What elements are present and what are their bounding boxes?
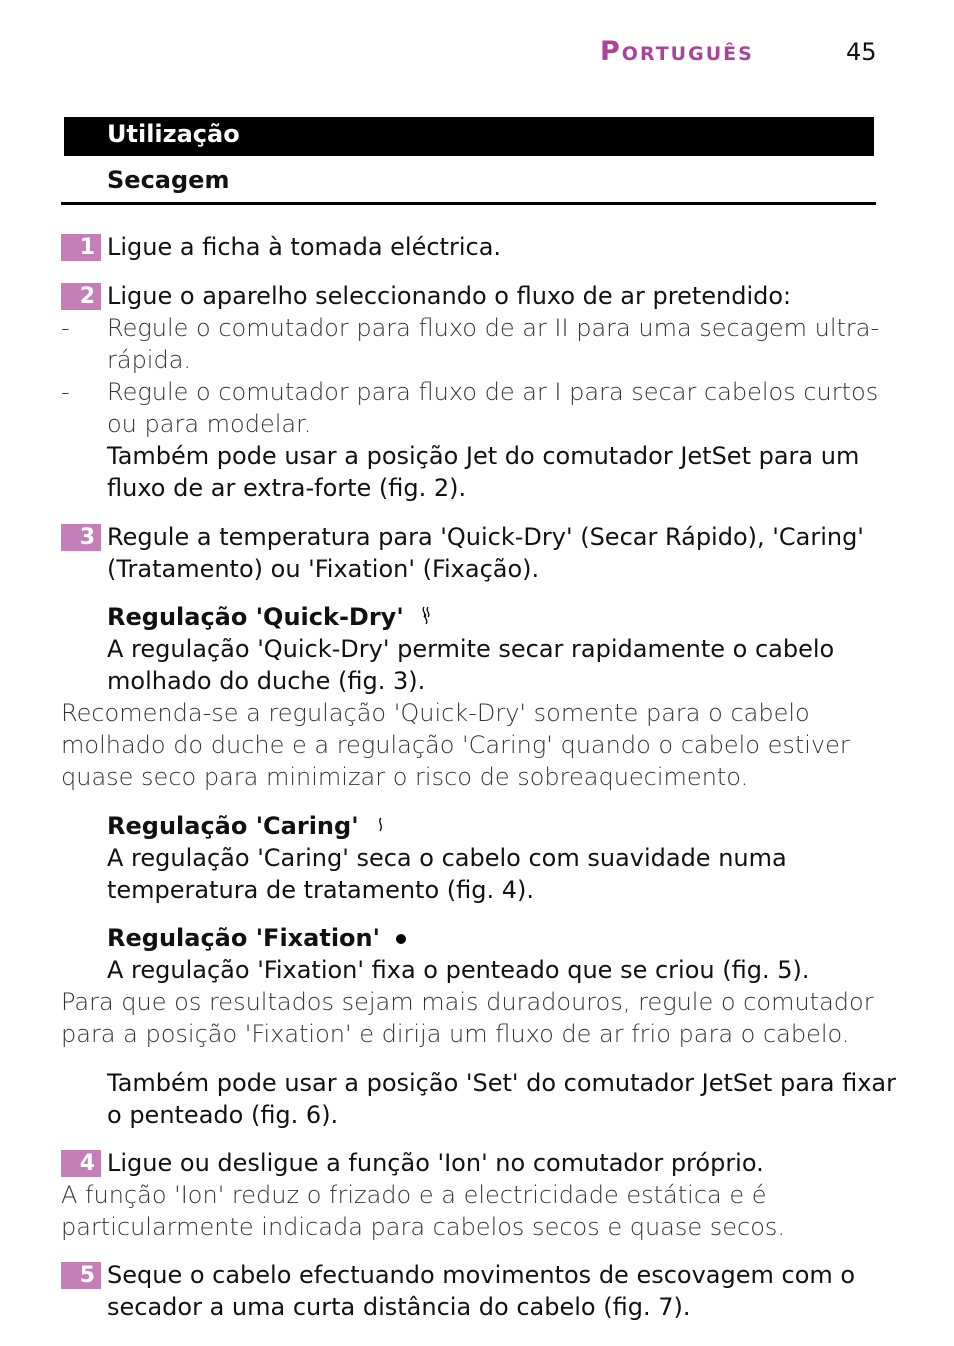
triple-wave-icon xyxy=(420,604,434,636)
divider xyxy=(61,202,876,205)
page-number: 45 xyxy=(846,38,877,66)
caring-line1: A regulação 'Caring' seca o cabelo com suavidade numa xyxy=(107,844,787,872)
subsection-title: Secagem xyxy=(107,166,230,194)
bullet-2-line1: Regule o comutador para fluxo de ar I para secar cabelos curtos xyxy=(107,378,879,406)
quickdry-note-line2: molhado do duche e a regulação 'Caring' quando o cabelo estiver xyxy=(61,731,850,759)
bullet-dash: - xyxy=(61,378,70,406)
caring-heading xyxy=(107,810,385,845)
quickdry-note-line3: quase seco para minimizar o risco de sobreaquecimento. xyxy=(61,763,749,791)
bullet-1-line2: rápida. xyxy=(107,346,192,374)
jet-note-line2: fluxo de ar extra-forte (fig. 2). xyxy=(107,474,467,502)
fixation-note-line2: para a posição 'Fixation' e dirija um fluxo de ar frio para o cabelo. xyxy=(61,1020,850,1048)
step-number-2: 2 xyxy=(61,283,101,310)
step-text-5-line2: secador a uma curta distância do cabelo (fig. 7). xyxy=(107,1293,691,1321)
fixation-note-line1: Para que os resultados sejam mais duradouros, regule o comutador xyxy=(61,988,874,1016)
language-title: Português xyxy=(600,36,754,67)
ion-note-line2: particularmente indicada para cabelos secos e quase secos. xyxy=(61,1213,786,1241)
section-title: Utilização xyxy=(107,120,240,148)
fixation-heading xyxy=(107,922,406,954)
step-number-1: 1 xyxy=(61,234,101,261)
step-text-2: Ligue o aparelho seleccionando o fluxo de ar pretendido: xyxy=(107,282,792,310)
step-number-5: 5 xyxy=(61,1262,101,1289)
jet-note-line1: Também pode usar a posição Jet do comutador JetSet para um xyxy=(107,442,860,470)
step-text-5-line1: Seque o cabelo efectuando movimentos de escovagem com o xyxy=(107,1261,856,1289)
step-text-4: Ligue ou desligue a função 'Ion' no comutador próprio. xyxy=(107,1149,764,1177)
fixation-heading-text: Regulação 'Fixation' xyxy=(107,924,380,952)
dot-icon xyxy=(396,934,406,944)
fixation-line1: A regulação 'Fixation' fixa o penteado que se criou (fig. 5). xyxy=(107,956,810,984)
quickdry-heading xyxy=(107,601,434,636)
quickdry-note-line1: Recomenda-se a regulação 'Quick-Dry' somente para o cabelo xyxy=(61,699,810,727)
bullet-1-line1: Regule o comutador para fluxo de ar II para uma secagem ultra- xyxy=(107,314,880,342)
step-text-3-line1: Regule a temperatura para 'Quick-Dry' (Secar Rápido), 'Caring' xyxy=(107,523,864,551)
bullet-dash: - xyxy=(61,314,70,342)
step-number-3: 3 xyxy=(61,524,101,551)
set-note-line1: Também pode usar a posição 'Set' do comutador JetSet para fixar xyxy=(107,1069,896,1097)
step-text-3-line2: (Tratamento) ou 'Fixation' (Fixação). xyxy=(107,555,540,583)
single-wave-icon xyxy=(375,813,385,845)
quickdry-heading-text: Regulação 'Quick-Dry' xyxy=(107,603,404,631)
bullet-2-line2: ou para modelar. xyxy=(107,410,312,438)
caring-heading-text: Regulação 'Caring' xyxy=(107,812,359,840)
caring-line2: temperatura de tratamento (fig. 4). xyxy=(107,876,534,904)
ion-note-line1: A função 'Ion' reduz o frizado e a electricidade estática e é xyxy=(61,1181,767,1209)
step-text-1: Ligue a ficha à tomada eléctrica. xyxy=(107,233,502,261)
quickdry-line2: molhado do duche (fig. 3). xyxy=(107,667,426,695)
set-note-line2: o penteado (fig. 6). xyxy=(107,1101,339,1129)
step-number-4: 4 xyxy=(61,1150,101,1177)
quickdry-line1: A regulação 'Quick-Dry' permite secar rapidamente o cabelo xyxy=(107,635,835,663)
